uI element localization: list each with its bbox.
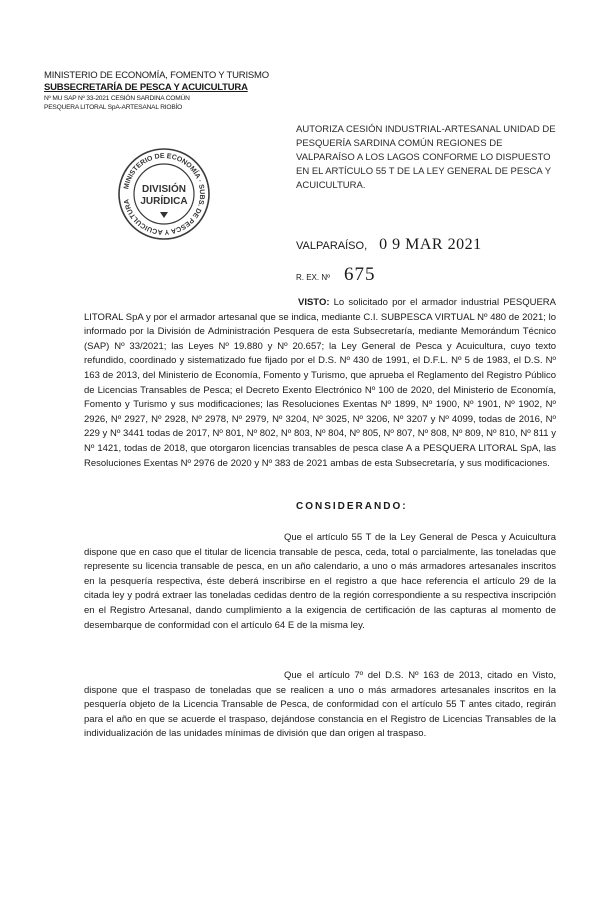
ministry-name: MINISTERIO DE ECONOMÍA, FOMENTO Y TURISMO (44, 70, 269, 81)
division-juridica-stamp (116, 146, 212, 242)
stamp-outer-text: MINISTERIO DE ECONOMÍA · SUBS. DE PESCA Y ACUICULTURA (123, 152, 206, 236)
visto-text: Lo solicitado por el armador industrial PESQUERA LITORAL SpA y por el armador artesanal que se indica, mediante C.I. SUBPESCA VIRTUAL Nº 480 de 2021; lo informado por la División de Administración Pesquera de esta Subsecretaría, mediante Memorándum Técnico (SAP) Nº 33/2021; las Leyes Nº 19.880 y Nº 20.657; la Ley General de Pesca y Acuicultura, cuyo texto refundido, coordinado y sistematizado fue fijado por el D.S. Nº 430 de 1991, el D.F.L. Nº 5 de 1983, el D.S. Nº 163 de 2013, del Ministerio de Economía, Fomento y Turismo, que aprueba el Reglamento del Registro Público de Licencias Transables de Pesca; el Decreto Exento Electrónico Nº 100 de 2020, del Ministerio de Economía, Fomento y Turismo y sus modificaciones; las Resoluciones Exentas Nº 1899, Nº 1900, Nº 1901, Nº 1902, Nº 2926, Nº 2927, Nº 2928, Nº 2978, Nº 2979, Nº 3204, Nº 3025, Nº 3206, Nº 3207 y Nº 4099, todas de 2016, Nº 229 y Nº 3441 todas de 2017, Nº 801, Nº 802, Nº 803, Nº 804, Nº 805, Nº 807, Nº 808, Nº 809, Nº 810, Nº 811 y Nº 1421, todas de 2018, que otorgaron licencias transables de pesca clase A a PESQUERA LITORAL SpA, las Resoluciones Exentas Nº 2976 de 2020 y Nº 383 de 2021 ambas de esta Subsecretaría, y sus modificaciones. (84, 297, 556, 469)
subsecretaria-name: SUBSECRETARÍA DE PESCA Y ACUICULTURA (44, 82, 248, 93)
resolution-number-line (296, 264, 376, 286)
date-value: 0 9 MAR 2021 (379, 236, 482, 253)
considerando-paragraph-2 (84, 669, 556, 742)
star-icon (160, 212, 168, 218)
visto-label: VISTO: (298, 297, 330, 308)
resolution-subject: AUTORIZA CESIÓN INDUSTRIAL-ARTESANAL UNIDAD DE PESQUERÍA SARDINA COMÚN REGIONES DE VALPARAÍSO A LOS LAGOS CONFORME LO DISPUESTO EN EL ARTÍCULO 55 T DE LA LEY GENERAL DE PESCA Y ACUICULTURA. (296, 124, 556, 191)
reference-line-2: PESQUERA LITORAL SpA-ARTESANAL RIOBÍO (44, 104, 183, 111)
considerando-text-1: Que el artículo 55 T de la Ley General de Pesca y Acuicultura dispone que en caso que el titular de licencia transable de pesca, ceda, total o parcialmente, las toneladas que represente su licencia transable de pesca, en un año calendario, a uno o más armadores artesanales inscritos en la pesquería respectiva, éste deberá inscribirse en el registro a que hace referencia el artículo 29 de la citada ley y podrá extraer las toneladas cedidas dentro de la región correspondiente a su respectiva inscripción en el Registro Artesanal, dando cumplimiento a la exigencia de certificación de las capturas al momento de desembarque de conformidad con el artículo 64 E de la misma ley. (84, 532, 556, 631)
date-place: VALPARAÍSO, (296, 240, 368, 252)
stamp-line-2: JURÍDICA (140, 196, 188, 207)
considerando-paragraph-1 (84, 531, 556, 633)
stamp-line-1: DIVISIÓN (142, 184, 186, 195)
date-line (296, 236, 482, 254)
considerando-text-2: Que el artículo 7º del D.S. Nº 163 de 2013, citado en Visto, dispone que el traspaso de toneladas que se realicen a uno o más armadores artesanales inscritos en la pesquería objeto de la Licencia Transable de Pesca, de conformidad con el artículo 55 T antes citado, regirán para el año en que se acuerde el traspaso, dejándose constancia en el Registro de Licencias Transables de la individualización de las unidades mínimas de división que dan origen al traspaso. (84, 670, 556, 740)
letterhead (44, 70, 284, 112)
visto-paragraph (84, 296, 556, 471)
rex-label: R. EX. Nº (296, 273, 331, 282)
rex-number: 675 (344, 264, 376, 285)
reference-line-1: Nº MU SAP Nº 33-2021 CESIÓN SARDINA COMÚN (44, 95, 190, 102)
considerando-heading: CONSIDERANDO: (296, 501, 408, 512)
